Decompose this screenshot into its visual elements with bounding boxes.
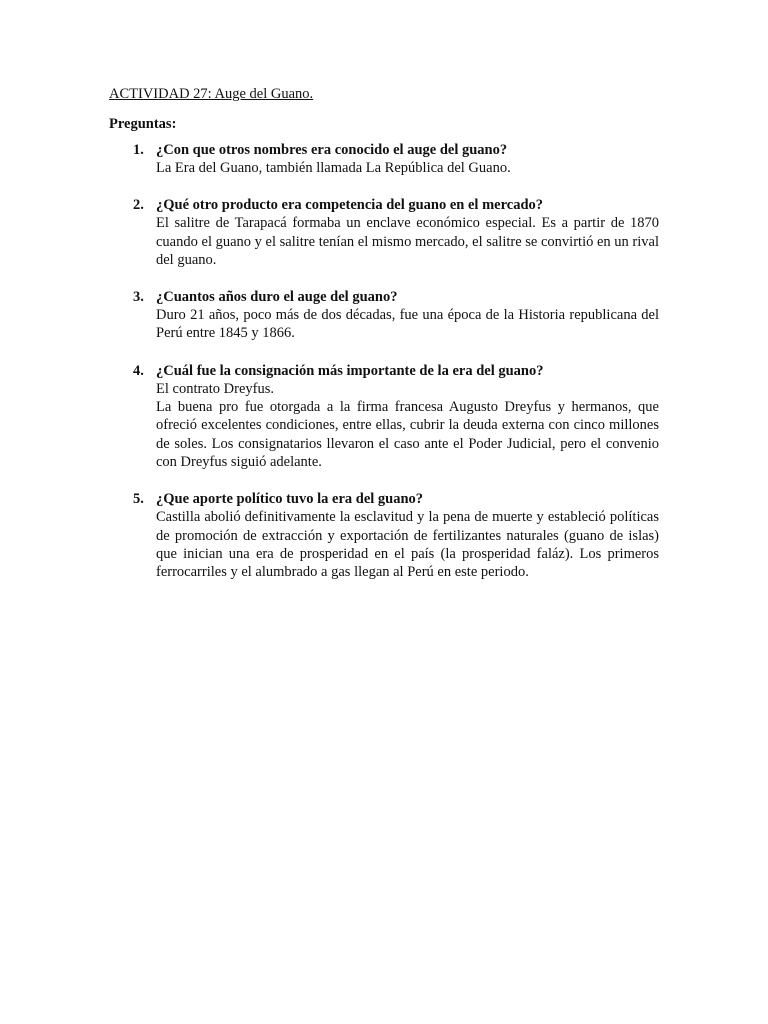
- question-item: [109, 362, 659, 471]
- question-item: [109, 490, 659, 581]
- document-title: ACTIVIDAD 27: Auge del Guano.: [109, 86, 314, 102]
- answer-text: La buena pro fue otorgada a la firma francesa Augusto Dreyfus y hermanos, que ofreció excelentes condiciones, entre ellas, cubrir la deuda externa con cinco millones de soles. Los consignatarios llevaron el caso ante el Poder Judicial, pero el convenio con Dreyfus siguió adelante.: [156, 399, 659, 470]
- answer-text: Castilla abolió definitivamente la esclavitud y la pena de muerte y estableció políticas de promoción de extracción y exportación de fertilizantes naturales (guano de islas) que inician una era de prosperidad en el país (la prosperidad faláz). Los primeros ferrocarriles y el alumbrado a gas llegan al Perú en este periodo.: [156, 509, 659, 581]
- question-number: 5.: [133, 491, 144, 508]
- answer-text: La Era del Guano, también llamada La República del Guano.: [156, 160, 511, 176]
- questions-heading: Preguntas:: [109, 116, 177, 132]
- question-text: ¿Que aporte político tuvo la era del guano?: [156, 491, 424, 508]
- question-item: [109, 141, 659, 177]
- question-list: [109, 141, 659, 600]
- question-number: 1.: [133, 142, 144, 158]
- question-text: ¿Qué otro producto era competencia del guano en el mercado?: [156, 197, 544, 214]
- question-text: ¿Cuantos años duro el auge del guano?: [156, 289, 398, 306]
- question-number: 2.: [133, 197, 144, 214]
- answer-text: Duro 21 años, poco más de dos décadas, fue una época de la Historia republicana del Perú entre 1845 y 1866.: [156, 307, 659, 342]
- question-number: 4.: [133, 362, 144, 379]
- question-item: [109, 196, 659, 269]
- answer-text: El contrato Dreyfus.: [156, 380, 274, 397]
- question-number: 3.: [133, 289, 144, 306]
- answer-text: El salitre de Tarapacá formaba un enclave económico especial. Es a partir de 1870 cuando el guano y el salitre tenían el mismo mercado, el salitre se convirtió en un rival del guano.: [156, 215, 659, 268]
- question-item: [109, 288, 659, 343]
- question-text: ¿Cuál fue la consignación más importante de la era del guano?: [156, 362, 544, 379]
- question-text: ¿Con que otros nombres era conocido el auge del guano?: [156, 142, 508, 158]
